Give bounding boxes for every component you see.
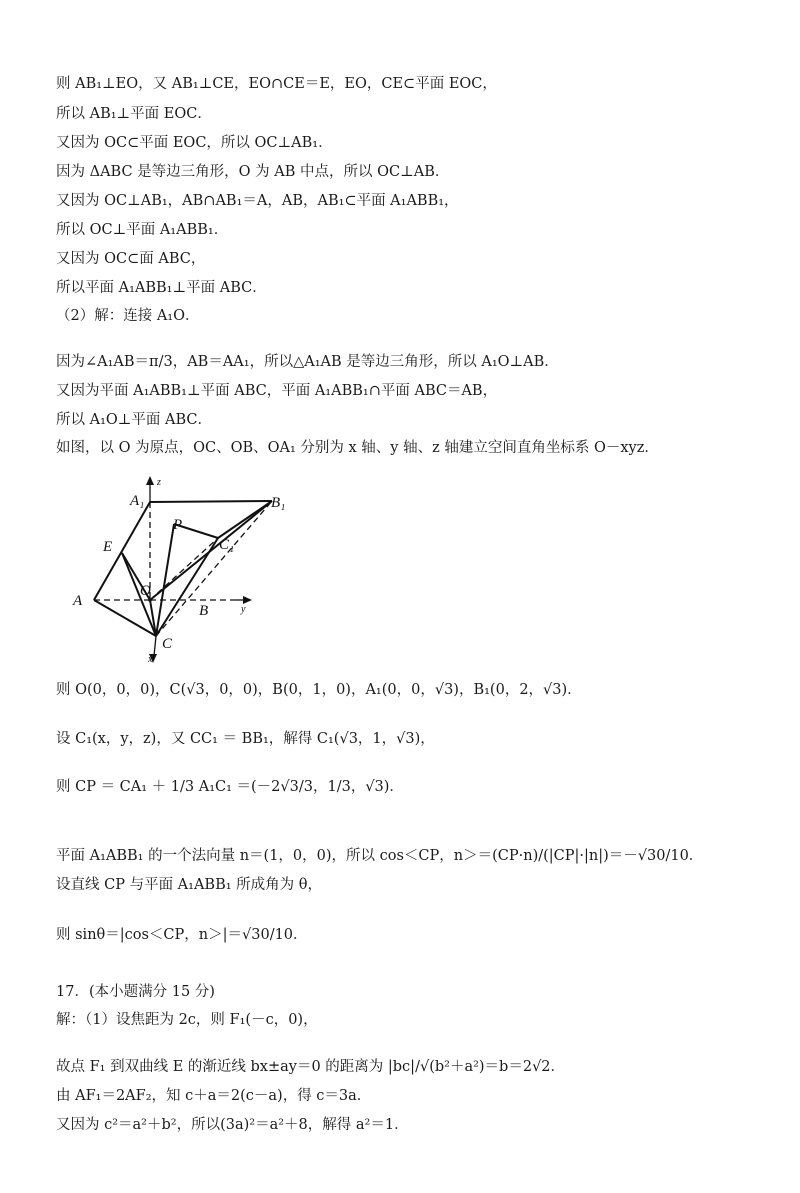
label-c1: C₁ (219, 537, 235, 553)
text-line-22: 故点 F₁ 到双曲线 E 的渐近线 bx±ay＝0 的距离为 |bc|/√(b²＋a²)＝b＝2√2． (56, 1059, 566, 1075)
label-e: E (103, 539, 113, 555)
text-line-14: 则 O(0，0，0)，C(√3，0，0)，B(0，1，0)，A₁(0，0，√3)，B₁(0，2，√3)． (56, 682, 582, 698)
label-b1: B₁ (271, 495, 286, 511)
text-line-4: 因为 ΔABC 是等边三角形，O 为 AB 中点，所以 OC⊥AB． (56, 164, 450, 180)
text-line-24: 又因为 c²＝a²＋b²，所以(3a)²＝a²＋8，解得 a²＝1． (56, 1117, 409, 1133)
label-p: P (173, 517, 183, 533)
label-c: C (162, 636, 173, 652)
text-line-1: 则 AB₁⊥EO，又 AB₁⊥CE，EO∩CE＝E，EO，CE⊂平面 EOC， (56, 76, 497, 92)
text-line-7: 又因为 OC⊂面 ABC， (56, 251, 206, 267)
label-b: B (199, 603, 209, 619)
text-line-18: 设直线 CP 与平面 A₁ABB₁ 所成角为 θ， (56, 877, 323, 893)
text-line-2: 所以 AB₁⊥平面 EOC． (56, 106, 212, 122)
text-line-15: 设 C₁(x，y，z)，又 CC₁ ＝ BB₁，解得 C₁(√3，1，√3)， (56, 731, 435, 747)
text-line-16: 则 CP ＝ CA₁ ＋ 1/3 A₁C₁ ＝(－2√3/3，1/3，√3)． (56, 779, 404, 795)
text-line-21: 解：（1）设焦距为 2c，则 F₁(－c，0)， (56, 1012, 318, 1028)
text-line-8: 所以平面 A₁ABB₁⊥平面 ABC． (56, 280, 267, 296)
text-line-11: 又因为平面 A₁ABB₁⊥平面 ABC，平面 A₁ABB₁∩平面 ABC＝AB， (56, 383, 498, 399)
text-line-6: 所以 OC⊥平面 A₁ABB₁． (56, 222, 229, 238)
label-a: A (73, 593, 83, 609)
text-line-9: （2）解：连接 A₁O． (56, 308, 200, 324)
text-line-10: 因为∠A₁AB＝π/3，AB＝AA₁，所以△A₁AB 是等边三角形，所以 A₁O⊥AB． (56, 354, 559, 370)
coordinate-figure (56, 474, 296, 674)
label-x-axis: x (148, 654, 153, 665)
text-line-23: 由 AF₁＝2AF₂，知 c＋a＝2(c－a)，得 c＝3a． (56, 1088, 372, 1104)
label-a1: A₁ (130, 493, 145, 509)
section-heading-17: 17．(本小题满分 15 分) (56, 984, 215, 1000)
label-y-axis: y (241, 604, 246, 615)
text-line-19: 则 sinθ＝|cos＜CP，n＞|＝√30/10． (56, 927, 308, 943)
label-o: O (140, 583, 151, 599)
text-line-5: 又因为 OC⊥AB₁，AB∩AB₁＝A，AB，AB₁⊂平面 A₁ABB₁， (56, 193, 459, 209)
text-line-13: 如图，以 O 为原点，OC、OB、OA₁ 分别为 x 轴、y 轴、z 轴建立空间直角坐标系 O－xyz． (56, 440, 659, 456)
text-line-12: 所以 A₁O⊥平面 ABC． (56, 412, 213, 428)
text-line-3: 又因为 OC⊂平面 EOC，所以 OC⊥AB₁． (56, 135, 333, 151)
label-z-axis: z (157, 477, 161, 488)
text-line-17: 平面 A₁ABB₁ 的一个法向量 n＝(1，0，0)，所以 cos＜CP，n＞＝(CP·n)/(|CP|·|n|)＝－√30/10． (56, 848, 704, 864)
